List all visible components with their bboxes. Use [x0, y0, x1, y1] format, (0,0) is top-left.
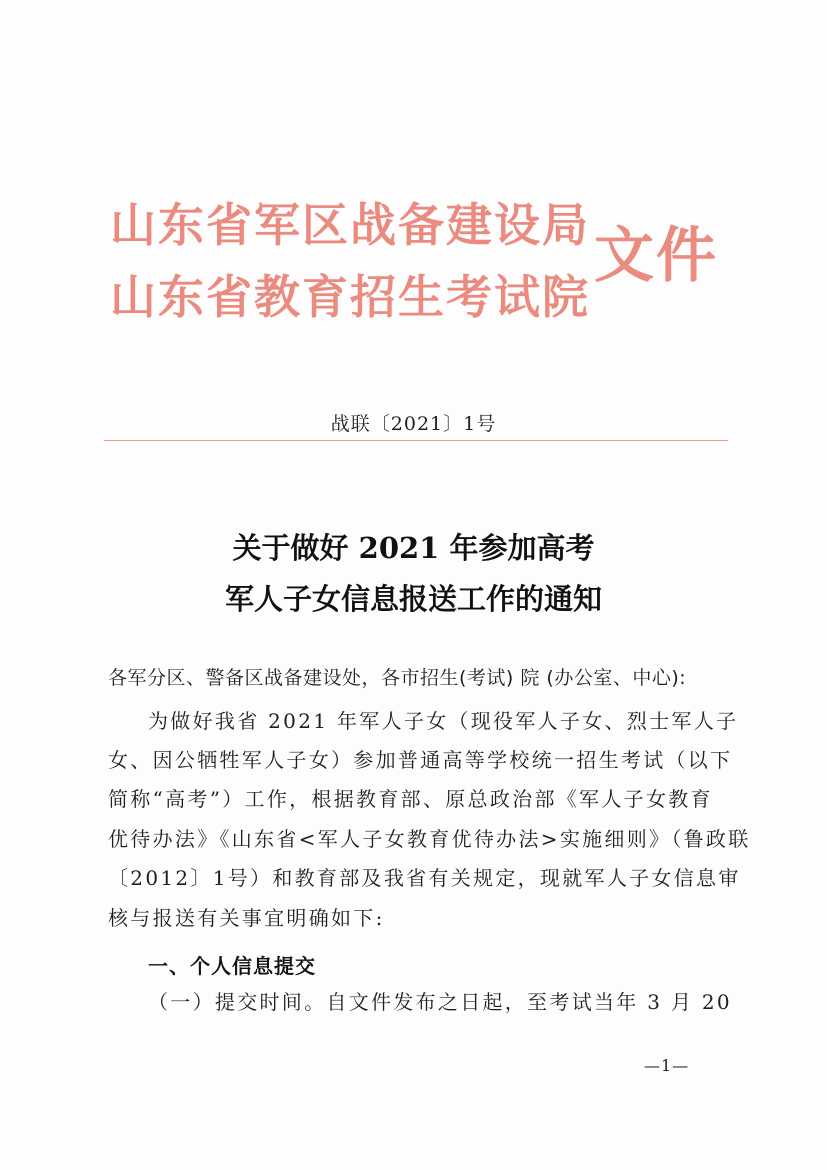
intro-line-1: 为做好我省 2021 年军人子女（现役军人子女、烈士军人子 [148, 709, 739, 733]
title-line-1: 关于做好 2021 年参加高考 [232, 531, 595, 565]
section-1-heading: 一、个人信息提交 [148, 954, 316, 978]
intro-line-3: 简称“高考”）工作，根据教育部、原总政治部《军人子女教育 [108, 787, 713, 811]
intro-line-6: 核与报送有关事宜明确如下: [108, 906, 385, 930]
salutation: 各军分区、警备区战备建设处，各市招生(考试) 院 (办公室、中心): [108, 667, 687, 689]
document-number: 战联〔2021〕1号 [330, 413, 497, 435]
title-line-2: 军人子女信息报送工作的通知 [224, 582, 602, 616]
section-1-item-1: （一）提交时间。自文件发布之日起，至考试当年 3 月 20 [148, 990, 732, 1014]
header-org-line-2: 山东省教育招生考试院 [110, 270, 590, 324]
intro-line-2: 女、因公牺牲军人子女）参加普通高等学校统一招生考试（以下 [108, 748, 733, 772]
page-number: —1— [644, 1056, 690, 1075]
intro-line-4: 优待办法》《山东省<军人子女教育优待办法>实施细则》（鲁政联 [108, 827, 751, 851]
red-divider-line [104, 440, 728, 441]
header-doc-type: 文件 [594, 221, 718, 291]
intro-line-5: 〔2012〕1号）和教育部及我省有关规定，现就军人子女信息审 [108, 866, 741, 890]
header-org-line-1: 山东省军区战备建设局 [110, 198, 590, 252]
red-header [110, 196, 730, 336]
